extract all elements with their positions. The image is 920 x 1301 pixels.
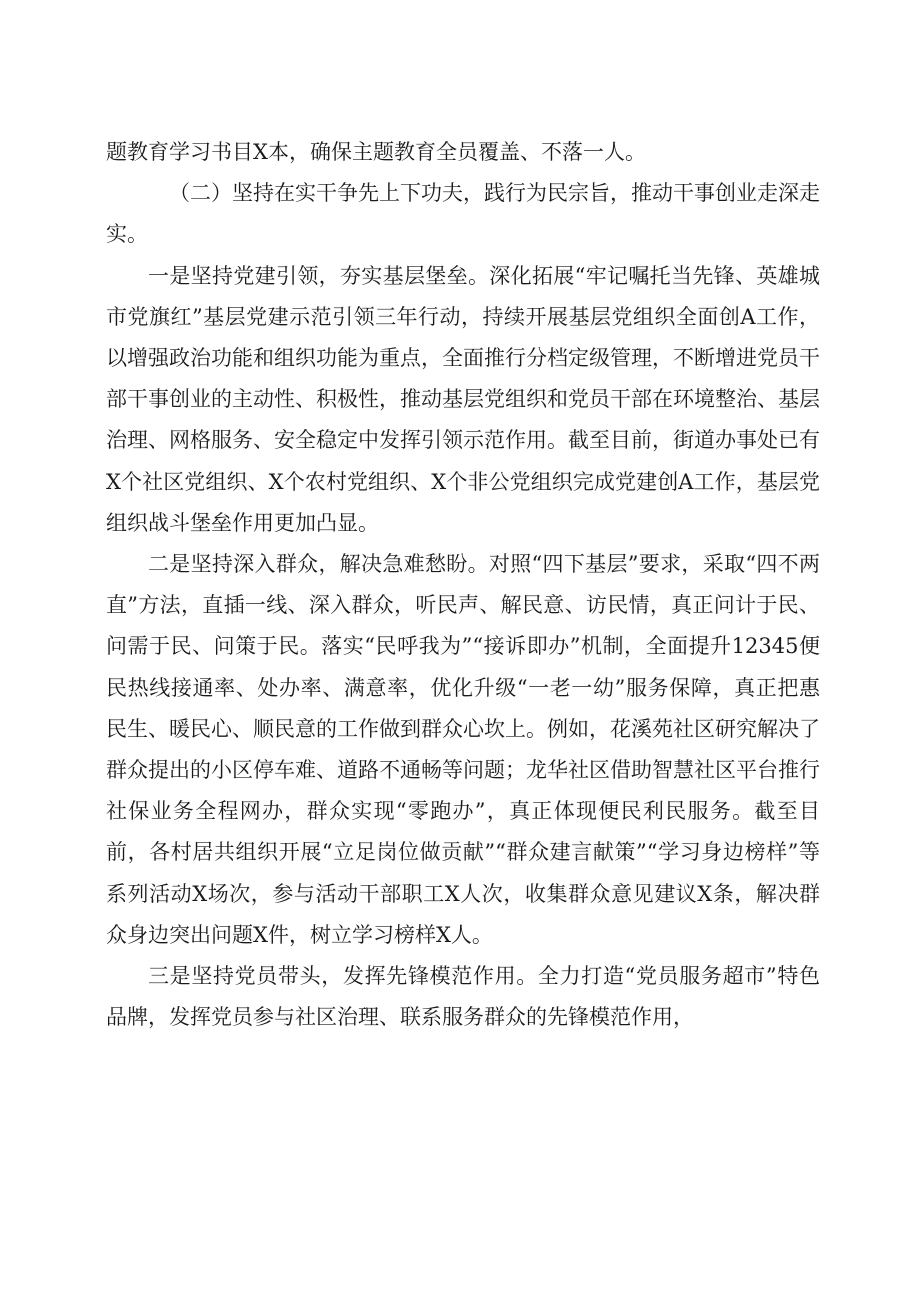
paragraph-party-building: 一是坚持党建引领，夯实基层堡垒。深化拓展“牢记嘱托当先锋、英雄城市党旗红”基层党建示范引领三年行动，持续开展基层党组织全面创A工作，以增强政治功能和组织功能为重点，全面推行分档定级管理，不断增进党员干部干事创业的主动性、积极性，推动基层党组织和党员干部在环境整治、基层治理、网格服务、安全稳定中发挥引领示范作用。截至目前，街道办事处已有X个社区党组织、X个农村党组织、X个非公党组织完成党建创A工作，基层党组织战斗堡垒作用更加凸显。 <box>106 263 820 535</box>
section-heading: （二）坚持在实干争先上下功夫，践行为民宗旨，推动干事创业走深走实。 <box>106 181 820 247</box>
document-body <box>106 132 820 1038</box>
paragraph-party-members: 三是坚持党员带头，发挥先锋模范作用。全力打造“党员服务超市”特色品牌，发挥党员参与社区治理、联系服务群众的先锋模范作用， <box>106 964 820 1030</box>
paragraph-continuation: 题教育学习书目X本，确保主题教育全员覆盖、不落一人。 <box>106 140 646 164</box>
paragraph-masses: 二是坚持深入群众，解决急难愁盼。对照“四下基层”要求，采取“四不两直”方法，直插一线、深入群众，听民声、解民意、访民情，真正问计于民、问需于民、问策于民。落实“民呼我为”“接诉即办”机制，全面提升12345便民热线接通率、处办率、满意率，优化升级“一老一幼”服务保障，真正把惠民生、暖民心、顺民意的工作做到群众心坎上。例如，花溪苑社区研究解决了群众提出的小区停车难、道路不通畅等问题；龙华社区借助智慧社区平台推行社保业务全程网办，群众实现“零跑办”，真正体现便民利民服务。截至目前，各村居共组织开展“立足岗位做贡献”“群众建言献策”“学习身边榜样”等系列活动X场次，参与活动干部职工X人次，收集群众意见建议X条，解决群众身边突出问题X件，树立学习榜样X人。 <box>106 552 820 947</box>
